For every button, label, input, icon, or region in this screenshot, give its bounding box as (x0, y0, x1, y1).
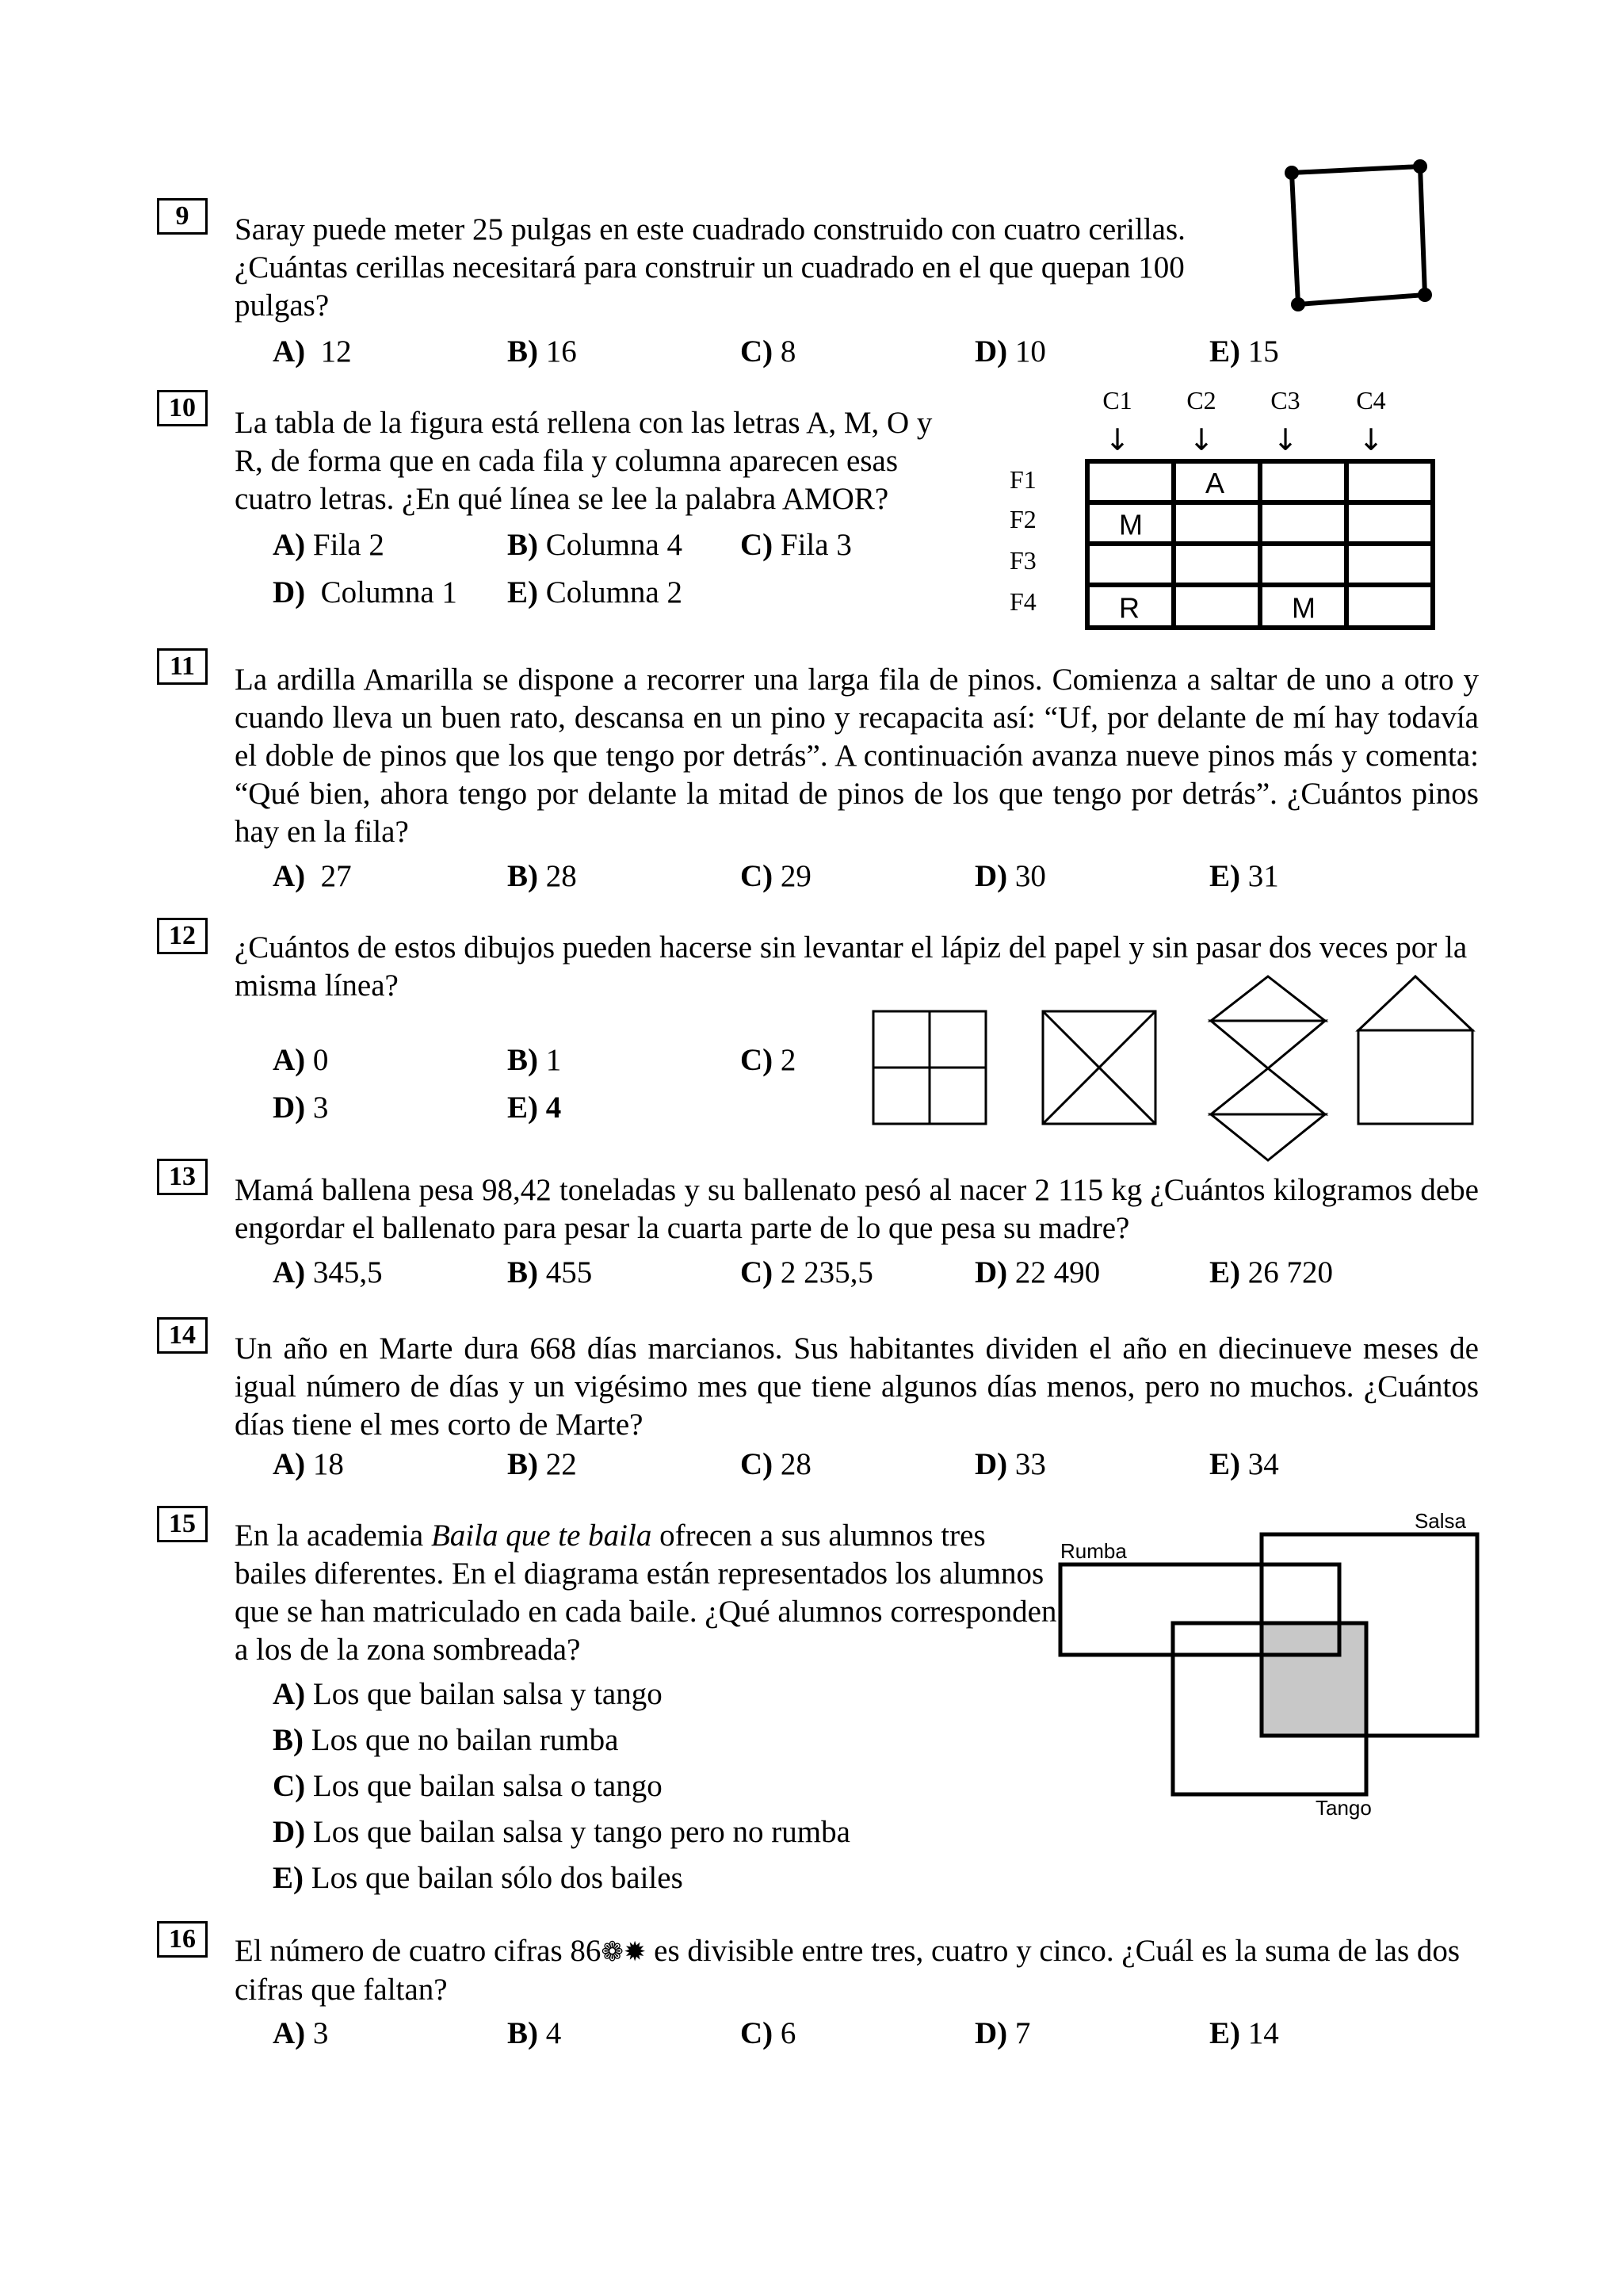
option-b[interactable]: B) Los que no bailan rumba (273, 1723, 619, 1757)
option-a[interactable]: A) 345,5 (273, 1255, 383, 1289)
arrow-down-icon: ↓ (1189, 422, 1214, 457)
option-a[interactable]: A) 3 (273, 2016, 329, 2050)
table-cell-r4-c1: R (1119, 591, 1140, 625)
row-label-f1: F1 (1010, 465, 1037, 494)
option-a[interactable]: A) 0 (273, 1043, 329, 1077)
option-d[interactable]: D) 22 490 (975, 1255, 1101, 1289)
arrow-down-icon: ↓ (1358, 422, 1384, 457)
square-cross-drawing (873, 1011, 986, 1124)
row-label-f2: F2 (1010, 505, 1037, 533)
option-e[interactable]: E) 34 (1209, 1447, 1279, 1481)
arrow-down-icon: ↓ (1273, 422, 1298, 457)
question-number: 16 (157, 1921, 208, 1958)
question-text: Un año en Marte dura 668 días marcianos. Sus habitantes dividen el año en diecinueve meses de igual número de días y un vigésimo mes que tiene algunos días menos, pero no muchos. ¿Cuántos días tiene el mes corto de Marte? (235, 1331, 1479, 1442)
option-d[interactable]: D) 10 (975, 334, 1046, 369)
question-number: 13 (157, 1159, 208, 1195)
option-c[interactable]: C) Los que bailan salsa o tango (273, 1769, 663, 1803)
house-drawing (1358, 976, 1472, 1124)
option-d[interactable]: D) Los que bailan salsa y tango pero no rumba (273, 1815, 850, 1849)
option-b[interactable]: B) 4 (507, 2016, 562, 2050)
option-d[interactable]: D) 33 (975, 1447, 1046, 1481)
option-d[interactable]: D) Columna 1 (273, 575, 457, 609)
double-diamond-drawing (1211, 976, 1325, 1160)
option-e[interactable]: E) 26 720 (1209, 1255, 1333, 1289)
drawings-figure (864, 975, 1482, 1165)
column-label-c4: C4 (1356, 386, 1386, 415)
question-text: El número de cuatro cifras 86❁✹ es divisible entre tres, cuatro y cinco. ¿Cuál es la suma de las dos cifras que faltan? (235, 1934, 1461, 2007)
column-label-c1: C1 (1102, 386, 1132, 415)
option-e[interactable]: E) 14 (1209, 2016, 1279, 2050)
shaded-region (1262, 1623, 1366, 1736)
question-number: 10 (157, 390, 208, 426)
square-diagonals-drawing (1043, 1011, 1155, 1124)
option-b[interactable]: B) 22 (507, 1447, 577, 1481)
column-label-c3: C3 (1270, 386, 1300, 415)
arrow-down-icon: ↓ (1105, 422, 1130, 457)
venn-rectangles-diagram (1054, 1506, 1498, 1831)
option-e[interactable]: E) 4 (507, 1091, 562, 1125)
question-number: 14 (157, 1317, 208, 1354)
option-b[interactable]: B) 455 (507, 1255, 593, 1289)
question-text: Mamá ballena pesa 98,42 toneladas y su ballenato pesó al nacer 2 115 kg ¿Cuántos kilogramos debe engordar el ballenato para pesar la cuarta parte de lo que pesa su madre? (235, 1173, 1479, 1245)
option-e[interactable]: E) Columna 2 (507, 575, 682, 609)
table-cell-r2-c1: M (1119, 508, 1143, 541)
flower-star-symbols-icon: ❁✹ (601, 1936, 647, 1968)
question-number: 15 (157, 1506, 208, 1542)
question-number: 9 (157, 198, 208, 235)
option-c[interactable]: C) 2 235,5 (740, 1255, 873, 1289)
option-a[interactable]: A) 27 (273, 859, 352, 893)
option-c[interactable]: C) 29 (740, 859, 812, 893)
option-c[interactable]: C) 28 (740, 1447, 812, 1481)
option-c[interactable]: C) 6 (740, 2016, 796, 2050)
option-e[interactable]: E) 15 (1209, 334, 1279, 369)
option-d[interactable]: D) 7 (975, 2016, 1031, 2050)
question-number: 12 (157, 918, 208, 954)
question-text: ¿Cuántos de estos dibujos pueden hacerse sin levantar el lápiz del papel y sin pasar dos veces por la misma línea? (235, 930, 1468, 1003)
question-text: La ardilla Amarilla se dispone a recorrer una larga fila de pinos. Comienza a saltar de uno a otro y cuando lleva un buen rato, descansa en un pino y recapacita así: “Uf, por delante de mí hay todavía el doble de pinos que los que tengo por detrás”. A continuación avanza nueve pinos más y comenta: “Qué bien, ahora tengo por delante la mitad de pinos de los que tengo por detrás”. ¿Cuántos pinos hay en la fila? (235, 663, 1479, 849)
option-d[interactable]: D) 30 (975, 859, 1046, 893)
tango-label: Tango (1316, 1796, 1372, 1820)
option-c[interactable]: C) 8 (740, 334, 796, 369)
option-c[interactable]: C) Fila 3 (740, 528, 852, 562)
option-d[interactable]: D) 3 (273, 1091, 329, 1125)
row-label-f3: F3 (1010, 546, 1037, 575)
option-c[interactable]: C) 2 (740, 1043, 796, 1077)
table-cell-r4-c3: M (1292, 591, 1316, 625)
option-b[interactable]: B) 16 (507, 334, 577, 369)
question-text: En la academia Baila que te baila ofrecen a sus alumnos tres bailes diferentes. En el diagrama están representados los alumnos que se han matriculado en cada baile. ¿Qué alumnos corresponden a los de la zona sombreada? (235, 1519, 1057, 1667)
option-a[interactable]: A) 18 (273, 1447, 344, 1481)
rumba-label: Rumba (1060, 1539, 1127, 1563)
matchstick-square-figure (1284, 159, 1442, 317)
option-b[interactable]: B) 28 (507, 859, 577, 893)
option-a[interactable]: A) 12 (273, 334, 352, 369)
salsa-label: Salsa (1414, 1509, 1466, 1533)
option-a[interactable]: A) Fila 2 (273, 528, 384, 562)
table-cell-r1-c2: A (1205, 467, 1225, 499)
letter-table-figure (999, 380, 1442, 634)
question-text: Saray puede meter 25 pulgas en este cuadrado construido con cuatro cerillas. ¿Cuántas cerillas necesitará para construir un cuadrado en el que quepan 100 pulgas? (235, 212, 1186, 323)
option-b[interactable]: B) 1 (507, 1043, 562, 1077)
row-label-f4: F4 (1010, 587, 1037, 616)
option-b[interactable]: B) Columna 4 (507, 528, 682, 562)
question-number: 11 (157, 648, 208, 685)
column-label-c2: C2 (1186, 386, 1216, 415)
question-text: La tabla de la figura está rellena con las letras A, M, O y R, de forma que en cada fila y columna aparecen esas cuatro letras. ¿En qué línea se lee la palabra AMOR? (235, 406, 933, 516)
option-e[interactable]: E) 31 (1209, 859, 1279, 893)
option-a[interactable]: A) Los que bailan salsa y tango (273, 1677, 663, 1711)
option-e[interactable]: E) Los que bailan sólo dos bailes (273, 1861, 683, 1895)
